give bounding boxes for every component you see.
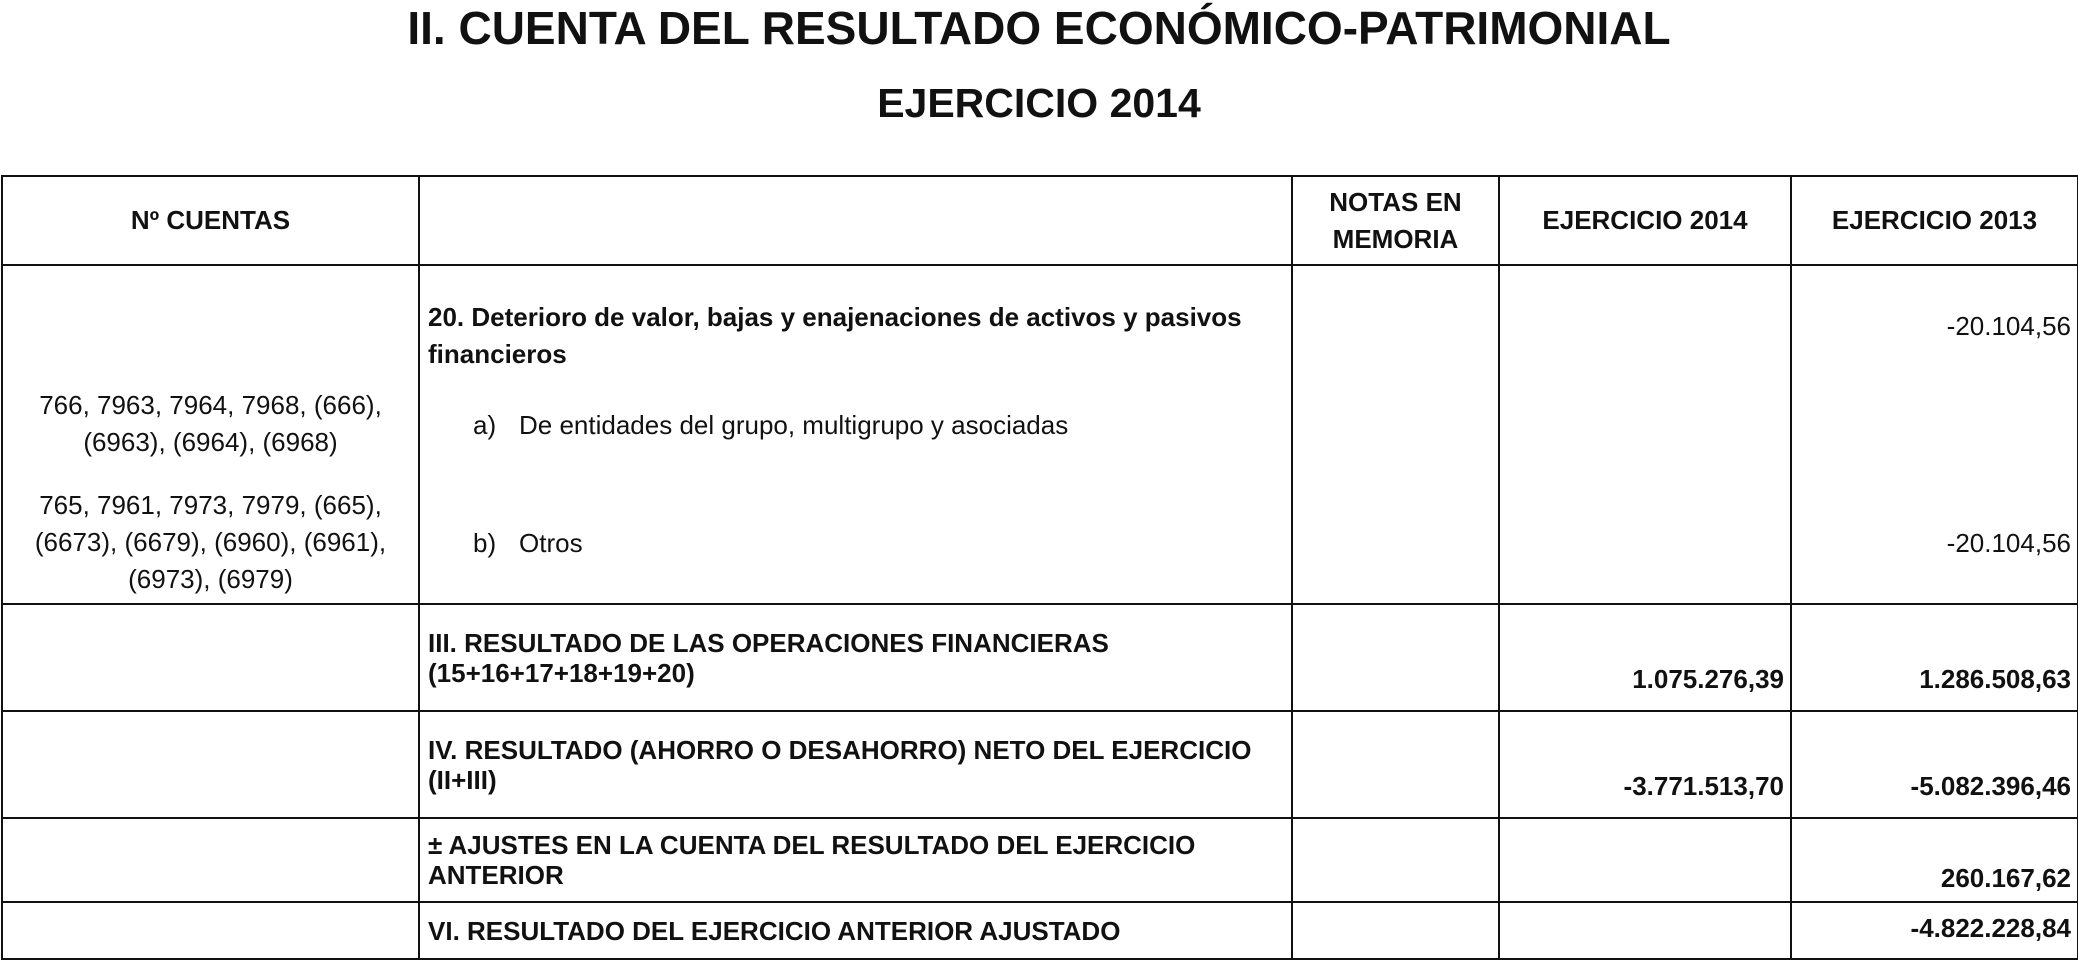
item-b-accounts: 765, 7961, 7973, 7979, (665), (6673), (6679), (6960), (6961), (6973), (6979) <box>34 490 387 594</box>
result-vi-2013: -4.822.228,84 <box>1791 902 2078 959</box>
document-subtitle: EJERCICIO 2014 <box>877 80 1201 126</box>
item-b-letter: b) <box>473 528 497 558</box>
header-year-2013: EJERCICIO 2013 <box>1791 176 2078 265</box>
table-header-row <box>2 176 2078 265</box>
document-title: II. CUENTA DEL RESULTADO ECONÓMICO-PATRIMONIAL <box>407 2 1671 54</box>
section-20-row <box>2 265 2078 604</box>
item-a-accounts: 766, 7963, 7964, 7968, (666), (6963), (6964), (6968) <box>39 390 382 457</box>
result-row-iv <box>2 711 2078 818</box>
header-concept <box>419 176 1292 265</box>
header-notes: NOTAS EN MEMORIA <box>1292 176 1499 265</box>
item-a-label-group <box>473 407 1068 444</box>
section-20-accounts-cell <box>2 265 419 604</box>
result-vi-notes <box>1292 902 1499 959</box>
item-b-2013-value: -20.104,56 <box>1946 528 2071 558</box>
result-vi-accounts <box>2 902 419 959</box>
section-20-concept-cell <box>419 265 1292 604</box>
result-row-iii <box>2 604 2078 711</box>
item-b-label-group <box>473 525 583 562</box>
income-statement-table <box>1 175 2078 960</box>
result-ajustes-label: ± AJUSTES EN LA CUENTA DEL RESULTADO DEL EJERCICIO ANTERIOR <box>419 818 1292 902</box>
result-iv-label: IV. RESULTADO (AHORRO O DESAHORRO) NETO DEL EJERCICIO (II+III) <box>419 711 1292 818</box>
section-20-2013-cell <box>1791 265 2078 604</box>
result-vi-2014 <box>1499 902 1791 959</box>
header-year-2014: EJERCICIO 2014 <box>1499 176 1791 265</box>
result-ajustes-accounts <box>2 818 419 902</box>
section-20-notes-cell <box>1292 265 1499 604</box>
result-ajustes-2014 <box>1499 818 1791 902</box>
result-iv-2014: -3.771.513,70 <box>1499 711 1791 818</box>
result-iv-accounts <box>2 711 419 818</box>
result-iv-2013: -5.082.396,46 <box>1791 711 2078 818</box>
result-iii-2014: 1.075.276,39 <box>1499 604 1791 711</box>
section-20-title: 20. Deterioro de valor, bajas y enajenaciones de activos y pasivos financieros <box>428 302 1242 369</box>
result-vi-label: VI. RESULTADO DEL EJERCICIO ANTERIOR AJUSTADO <box>419 902 1292 959</box>
section-20-2014-cell <box>1499 265 1791 604</box>
result-iii-label: III. RESULTADO DE LAS OPERACIONES FINANCIERAS (15+16+17+18+19+20) <box>419 604 1292 711</box>
item-b-label: Otros <box>519 528 583 558</box>
result-ajustes-2013: 260.167,62 <box>1791 818 2078 902</box>
result-iii-2013: 1.286.508,63 <box>1791 604 2078 711</box>
result-iii-notes <box>1292 604 1499 711</box>
result-row-vi <box>2 902 2078 959</box>
result-iii-accounts <box>2 604 419 711</box>
result-iv-notes <box>1292 711 1499 818</box>
item-a-label: De entidades del grupo, multigrupo y asociadas <box>519 410 1069 440</box>
result-row-ajustes <box>2 818 2078 902</box>
result-ajustes-notes <box>1292 818 1499 902</box>
header-accounts: Nº CUENTAS <box>2 176 419 265</box>
item-a-letter: a) <box>473 410 497 440</box>
section-20-2013-total: -20.104,56 <box>1946 311 2071 341</box>
